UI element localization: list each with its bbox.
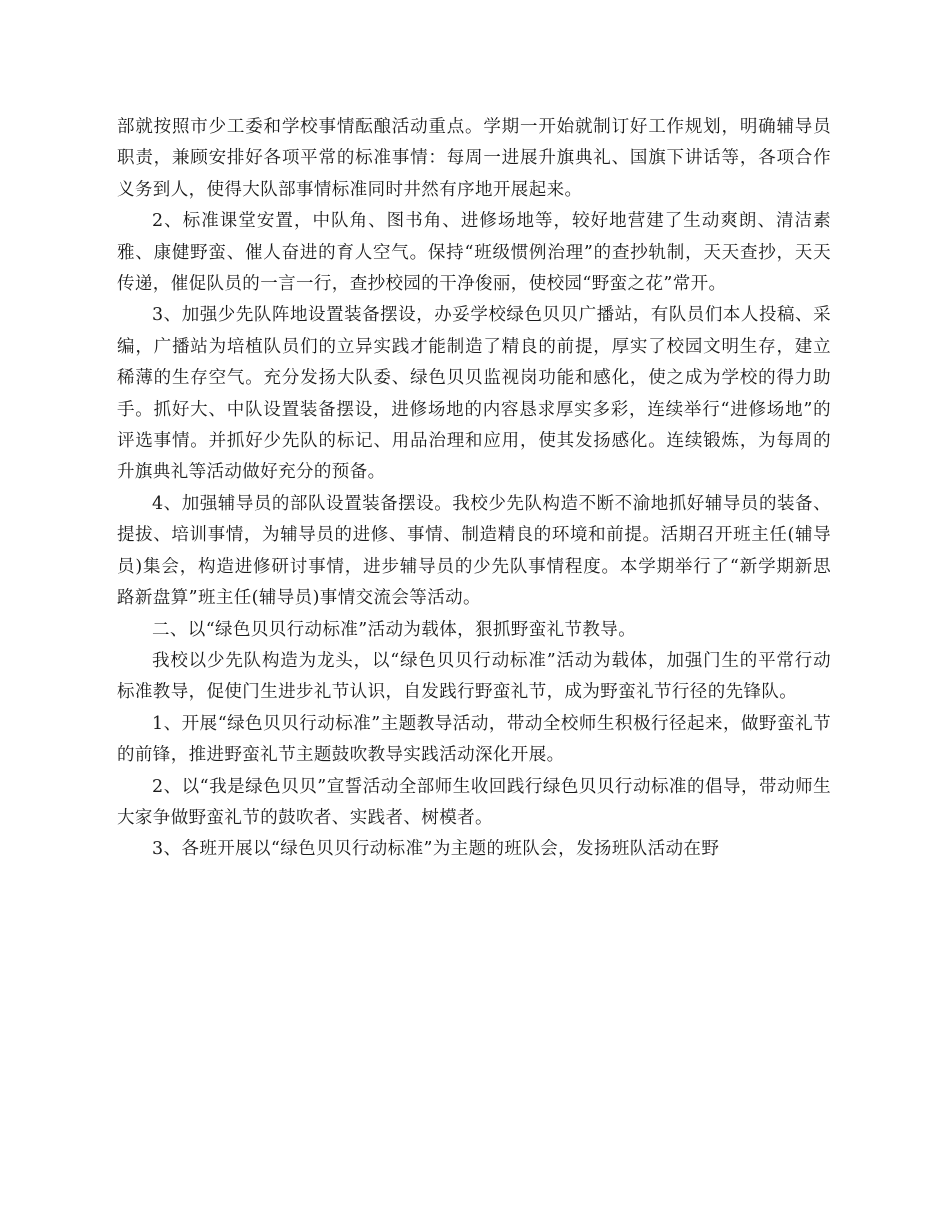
document-body [117,112,831,866]
paragraph-9: 3、各班开展以“绿色贝贝行动标准”为主题的班队会，发扬班队活动在野 [152,839,720,860]
section-heading-2: 二、以“绿色贝贝行动标准”活动为载体，狠抓野蛮礼节教导。 [152,619,637,640]
paragraph-6: 我校以少先队构造为龙头，以“绿色贝贝行动标准”活动为载体，加强门生的平常行动标准教导，促使门生进步礼节认识，自发践行野蛮礼节，成为野蛮礼节行径的先锋队。 [117,650,831,703]
paragraph-1: 部就按照市少工委和学校事情酝酿活动重点。学期一开始就制订好工作规划，明确辅导员职责，兼顾安排好各项平常的标准事情：每周一进展升旗典礼、国旗下讲话等，各项合作义务到人，使得大队部事情标准同时井然有序地开展起来。 [117,117,831,200]
paragraph-8: 2、以“我是绿色贝贝”宣誓活动全部师生收回践行绿色贝贝行动标准的倡导，带动师生大家争做野蛮礼节的鼓吹者、实践者、树模者。 [117,776,831,828]
paragraph-4: 4、加强辅导员的部队设置装备摆设。我校少先队构造不断不渝地抓好辅导员的装备、提拔、培训事情，为辅导员的进修、事情、制造精良的环境和前提。活期召开班主任(辅导员)集会，构造进修研讨事情，进步辅导员的少先队事情程度。本学期举行了“新学期新思路新盘算”班主任(辅导员)事情交流会等活动。 [117,493,831,609]
paragraph-3: 3、加强少先队阵地设置装备摆设，办妥学校绿色贝贝广播站，有队员们本人投稿、采编，广播站为培植队员们的立异实践才能制造了精良的前提，厚实了校园文明生存，建立稀薄的生存空气。充分发扬大队委、绿色贝贝监视岗功能和感化，使之成为学校的得力助手。抓好大、中队设置装备摆设，进修场地的内容恳求厚实多彩，连续举行“进修场地”的评选事情。并抓好少先队的标记、用品治理和应用，使其发扬感化。连续锻炼，为每周的升旗典礼等活动做好充分的预备。 [117,305,831,483]
paragraph-7: 1、开展“绿色贝贝行动标准”主题教导活动，带动全校师生积极行径起来，做野蛮礼节的前锋，推进野蛮礼节主题鼓吹教导实践活动深化开展。 [117,713,831,766]
paragraph-2: 2、标准课堂安置，中队角、图书角、进修场地等，较好地营建了生动爽朗、清洁素雅、康健野蛮、催人奋进的育人空气。保持“班级惯例治理”的查抄轨制，天天查抄，天天传递，催促队员的一言一行，查抄校园的干净俊丽，使校园“野蛮之花”常开。 [117,211,831,295]
